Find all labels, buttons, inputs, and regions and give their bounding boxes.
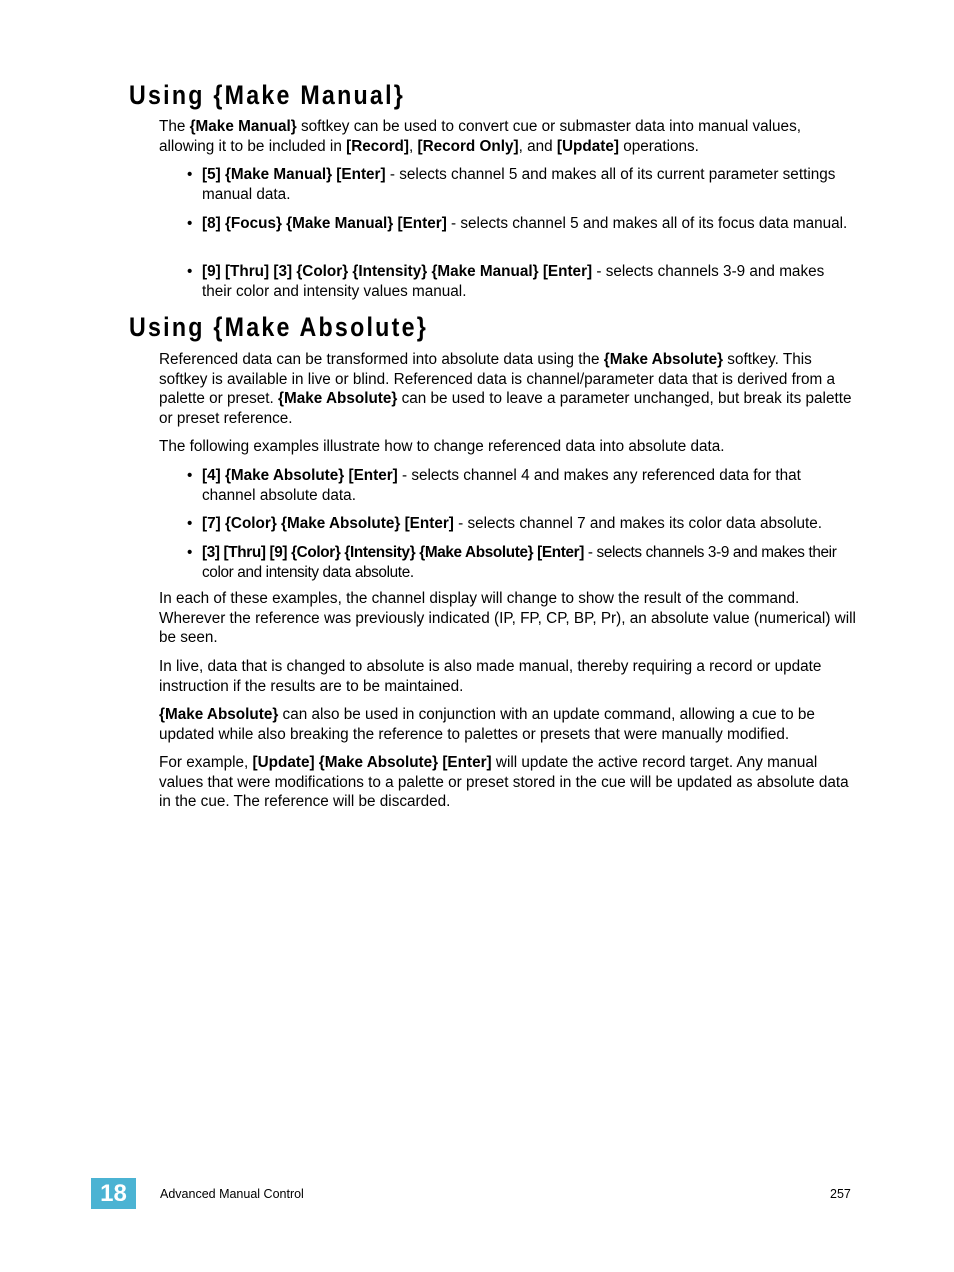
text-run: , and (518, 137, 557, 155)
make-manual-intro-text (159, 117, 859, 156)
chapter-number-tab: 18 (91, 1178, 136, 1209)
make-absolute-intro-text (159, 350, 859, 428)
bullet-command: [5] {Make Manual} [Enter] (202, 166, 386, 183)
section-heading-make-absolute: Using {Make Absolute} (129, 312, 428, 342)
update-text (159, 705, 859, 744)
live-text: In live, data that is changed to absolute is also made manual, thereby requiring a record or update instruction if the results are to be maintained. (159, 658, 822, 695)
examples-intro (159, 437, 859, 457)
bold-run: {Make Manual} (189, 118, 297, 135)
bullet-dot: • (187, 515, 193, 532)
bold-run: {Make Absolute} (278, 390, 398, 407)
channel-display-paragraph (159, 589, 859, 648)
bullet-command: [4] {Make Absolute} [Enter] (202, 467, 398, 484)
bullet-text (202, 543, 857, 582)
bullet-text (202, 466, 857, 505)
text-run: operations. (618, 137, 699, 155)
bullet-description: - selects channel 5 and makes all of its current parameter settings manual data. (202, 166, 836, 203)
bullet-item (187, 466, 857, 505)
bullet-command: [3] [Thru] [9] {Color} {Intensity} {Make Absolute} [Enter] (202, 544, 584, 561)
bullet-command: [7] {Color} {Make Absolute} [Enter] (202, 515, 454, 532)
bullet-item (187, 514, 857, 534)
text-run: will update the active record target. Any manual values that were modifications to a palette or preset stored in the cue will be updated as absolute data in the cue. The reference will be discarded. (159, 754, 849, 810)
bold-run: [Update] (556, 137, 619, 155)
example-text (159, 753, 859, 812)
text-run: softkey can be used to convert cue or submaster data into manual values, allowing it to be included in (159, 118, 801, 155)
bold-run: [Update] {Make Absolute} [Enter] (252, 754, 492, 771)
text-run: The (159, 118, 190, 135)
bullet-item (187, 543, 857, 582)
bullet-text (202, 514, 857, 534)
bullet-dot: • (187, 467, 193, 484)
section-heading-make-manual: Using {Make Manual} (129, 80, 406, 110)
bullet-description: - selects channel 7 and makes its color data absolute. (453, 515, 823, 532)
text-run: can also be used in conjunction with an update command, allowing a cue to be updated while also breaking the reference to palettes or presets that were manually modified. (159, 706, 815, 743)
text-run: , (408, 137, 418, 155)
channel-display-text: In each of these examples, the channel display will change to show the result of the command. Wherever the reference was previously indicated (IP, FP, CP, BP, Pr), an absolute value (numerical) will be seen. (159, 590, 856, 646)
bullet-command: [9] [Thru] [3] {Color} {Intensity} {Make Manual} [Enter] (202, 263, 593, 280)
bullet-description: - selects channels 3-9 and makes their color and intensity data absolute. (202, 544, 837, 581)
bullet-description: - selects channel 5 and makes all of its focus data manual. (446, 215, 848, 232)
make-absolute-intro (159, 350, 859, 428)
text-run: For example, (159, 754, 253, 771)
bullet-text (202, 262, 857, 301)
bullet-text (202, 165, 857, 204)
bullet-item (187, 165, 857, 204)
bold-run: [Record] (346, 137, 409, 155)
bullet-item (187, 214, 857, 234)
live-paragraph (159, 657, 859, 696)
examples-intro-text: The following examples illustrate how to change referenced data into absolute data. (159, 438, 725, 455)
update-paragraph (159, 705, 859, 744)
bullet-description: - selects channel 4 and makes any referenced data for that channel absolute data. (202, 467, 801, 504)
bullet-dot: • (187, 215, 193, 232)
bullet-command: [8] {Focus} {Make Manual} [Enter] (202, 215, 447, 232)
make-manual-intro (159, 117, 859, 156)
bullet-dot: • (187, 544, 193, 561)
bold-run: {Make Absolute} (603, 351, 724, 368)
bullet-dot: • (187, 166, 193, 183)
footer-page-number: 257 (830, 1187, 851, 1201)
example-paragraph (159, 753, 859, 812)
text-run: Referenced data can be transformed into absolute data using the (159, 351, 604, 368)
bold-run: {Make Absolute} (159, 706, 279, 723)
bullet-dot: • (187, 263, 193, 280)
footer-chapter-title: Advanced Manual Control (160, 1187, 304, 1201)
bullet-description: - selects channels 3-9 and makes their color and intensity values manual. (202, 263, 825, 300)
bold-run: [Record Only] (417, 137, 519, 155)
text-run: can be used to leave a parameter unchanged, but break its palette or preset reference. (159, 390, 852, 427)
bullet-item (187, 262, 857, 301)
text-run: softkey. This softkey is available in live or blind. Referenced data is channel/parameter data that is derived from a palette or preset. (159, 351, 835, 407)
bullet-text (202, 214, 857, 234)
